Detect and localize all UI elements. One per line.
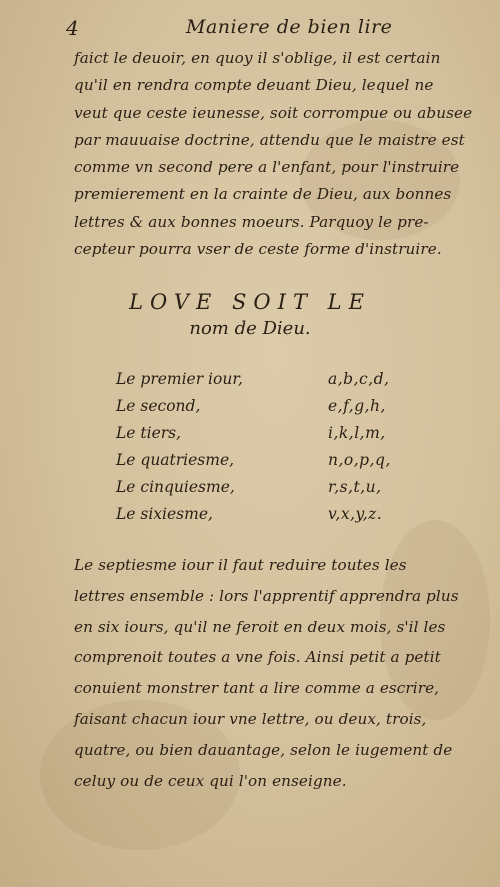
day-letters: a,b,c,d,: [328, 370, 390, 388]
day-row: [116, 397, 436, 423]
day-row: [116, 505, 436, 531]
day-letters: v,x,y,z.: [328, 505, 383, 523]
text-line: lettres ensemble : lors l'apprentif apprendra plus: [74, 586, 459, 605]
text-line: comme vn second pere a l'enfant, pour l'instruire: [74, 158, 460, 177]
text-line: quatre, ou bien dauantage, selon le iugement de: [74, 740, 453, 759]
text-line: premierement en la crainte de Dieu, aux bonnes: [74, 185, 452, 204]
day-row: [116, 478, 436, 504]
text-line: faict le deuoir, en quoy il s'oblige, il est certain: [74, 49, 441, 67]
text-line: en six iours, qu'il ne feroit en deux mois, s'il les: [74, 617, 446, 636]
text-line: faisant chacun iour vne lettre, ou deux, trois,: [74, 709, 427, 728]
day-letters: e,f,g,h,: [328, 397, 386, 415]
page-number: 4: [66, 16, 79, 40]
day-label: Le second,: [116, 397, 201, 415]
day-label: Le quatriesme,: [116, 451, 235, 469]
day-letters: r,s,t,u,: [328, 478, 382, 496]
text-line: comprenoit toutes a vne fois. Ainsi petit a petit: [74, 648, 441, 667]
text-line: Le septiesme iour il faut reduire toutes les: [74, 556, 407, 574]
running-head: Maniere de bien lire: [186, 16, 393, 38]
day-letters: n,o,p,q,: [328, 451, 391, 469]
text-line: qu'il en rendra compte deuant Dieu, lequel ne: [74, 76, 434, 95]
section-heading: LOVE SOIT LE: [129, 290, 371, 314]
day-row: [116, 370, 436, 396]
text-line: cepteur pourra vser de ceste forme d'instruire.: [74, 240, 442, 259]
day-row: [116, 451, 436, 477]
day-label: Le cinquiesme,: [116, 478, 235, 496]
day-label: Le tiers,: [116, 424, 182, 442]
section-subheading: nom de Dieu.: [189, 318, 311, 339]
text-line: par mauuaise doctrine, attendu que le maistre est: [74, 130, 465, 149]
text-line: conuient monstrer tant a lire comme a escrire,: [74, 679, 440, 698]
paragraph-1: [74, 45, 490, 263]
paragraph-2: [74, 550, 490, 796]
text-line: celuy ou de ceux qui l'on enseigne.: [74, 771, 347, 790]
text-line: veut que ceste ieunesse, soit corrompue ou abusee: [74, 103, 473, 122]
text-line: lettres & aux bonnes moeurs. Parquoy le pre-: [74, 212, 429, 231]
day-label: Le sixiesme,: [116, 505, 213, 523]
day-row: [116, 424, 436, 450]
page-header: [66, 14, 476, 44]
day-letters: i,k,l,m,: [328, 424, 386, 442]
day-label: Le premier iour,: [116, 370, 243, 388]
